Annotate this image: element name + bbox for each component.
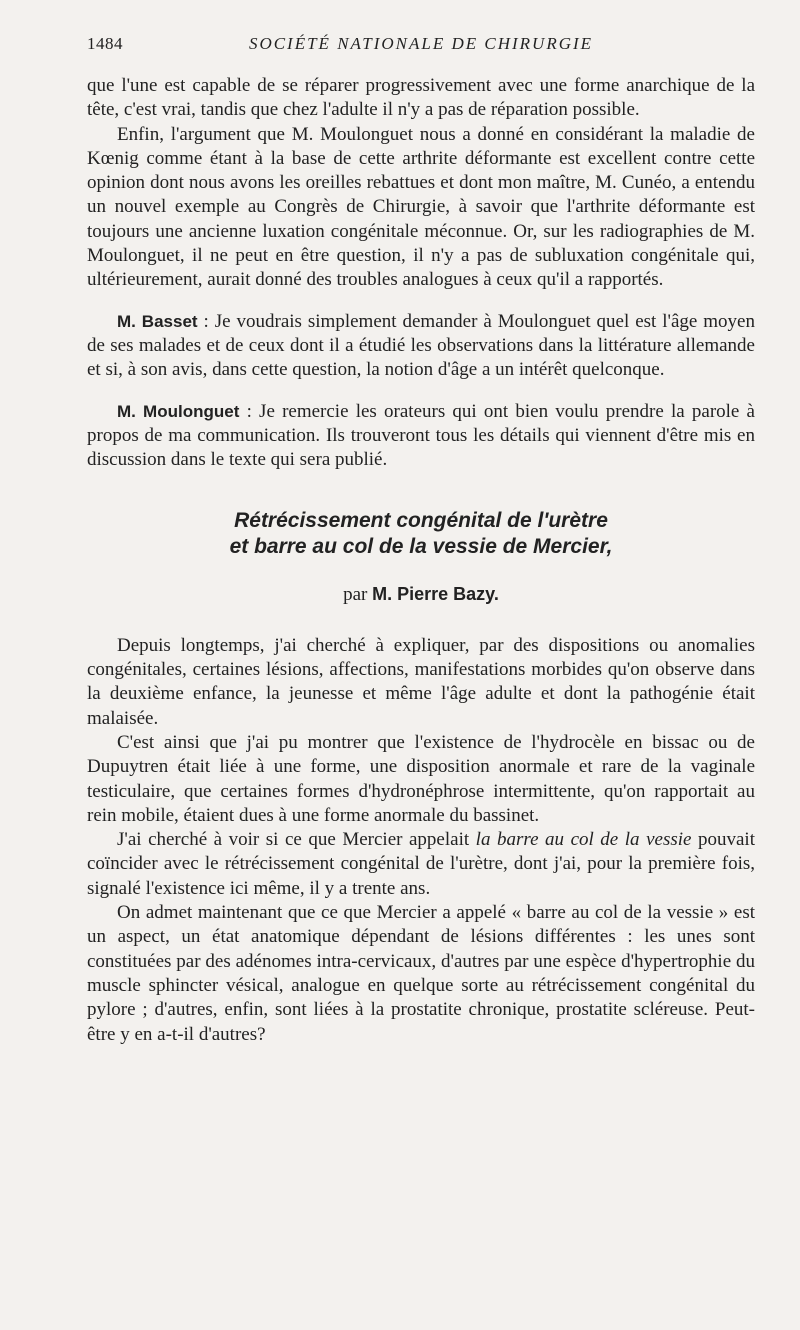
article-title-line-1: Rétrécissement congénital de l'urètre: [234, 509, 608, 533]
emphasized-text: la barre au col de la vessie: [475, 829, 692, 851]
page-number: 1484: [87, 34, 123, 53]
paragraph-text: : Je voudrais simplement demander à Moulonguet quel est l'âge moyen de ses malades et de ceux dont il a étudié les observations dans la littérature allemande et si, à son avis, dans cette question, la notion d'âge a un intérêt quelconque.: [87, 310, 755, 381]
speaker-name: M. Moulonguet: [117, 401, 240, 421]
paragraph-text: J'ai cherché à voir si ce que Mercier appelait: [117, 829, 476, 851]
paragraph-moulonguet: [87, 400, 755, 473]
paragraph-text: pouvait coïncider avec le rétrécissement congénital de l'urètre, dont j'ai, pour la première fois, signalé l'existence ici même, il y a trente ans.: [87, 829, 755, 899]
paragraph: que l'une est capable de se réparer progressivement avec une forme anarchique de la tête, c'est vrai, tandis que chez l'adulte il n'y a pas de réparation possible.: [87, 75, 755, 121]
article-byline: [87, 582, 755, 607]
paragraph: On admet maintenant que ce que Mercier a appelé « barre au col de la vessie » est un aspect, un état anatomique dépendant de lésions différentes : les unes sont constituées par des adénomes intra-cervicaux, d'autres par une espèce d'hypertrophie du muscle sphincter vésical, analogue en quelque sorte au rétrécissement congénital du pylore ; d'autres, enfin, sont liées à la prostatite chronique, prostatite scléreuse. Peut-être y en a-t-il d'autres?: [87, 902, 755, 1045]
speaker-name: M. Basset: [117, 311, 198, 331]
byline-author: M. Pierre Bazy.: [372, 584, 499, 605]
byline-prefix: par: [343, 584, 373, 606]
page-header: [87, 34, 755, 60]
running-title: SOCIÉTÉ NATIONALE DE CHIRURGIE: [248, 34, 594, 53]
page-body: [87, 74, 755, 1047]
paragraph: [87, 828, 755, 901]
paragraph: C'est ainsi que j'ai pu montrer que l'existence de l'hydrocèle en bissac ou de Dupuytren était liée à une forme, une disposition anormale et rare de la vaginale testiculaire, que certaines formes d'hydronéphrose intermittente, qu'on rapportait au rein mobile, étaient dues à une forme anormale du bassinet.: [87, 731, 755, 826]
paragraph-text: : Je remercie les orateurs qui ont bien voulu prendre la parole à propos de ma communication. Ils trouveront tous les détails qui viennent d'être mis en discussion dans le texte qui sera publié.: [87, 400, 755, 471]
article-title: [87, 508, 755, 560]
paragraph: Depuis longtemps, j'ai cherché à expliquer, par des dispositions ou anomalies congénitales, certaines lésions, affections, manifestations morbides qu'on observe dans la deuxième enfance, la jeunesse et même l'âge adulte et dont la pathogénie était malaisée.: [87, 634, 755, 729]
paragraph: Enfin, l'argument que M. Moulonguet nous a donné en considérant la maladie de Kœnig comme étant à la base de cette arthrite déformante est excellent contre cette opinion dont nous avons les oreilles rebattues et dont mon maître, M. Cunéo, a entendu un nouvel exemple au Congrès de Chirurgie, à savoir que l'arthrite déformante est toujours une ancienne luxation congénitale méconnue. Or, sur les radiographies de M. Moulonguet, il ne peut en être question, il n'y a pas de subluxation congénitale qui, ultérieurement, aurait donné des troubles analogues à ceux qu'il a rapportés.: [87, 123, 755, 291]
paragraph-basset: [87, 310, 755, 383]
article-title-line-2: et barre au col de la vessie de Mercier,: [229, 535, 613, 559]
